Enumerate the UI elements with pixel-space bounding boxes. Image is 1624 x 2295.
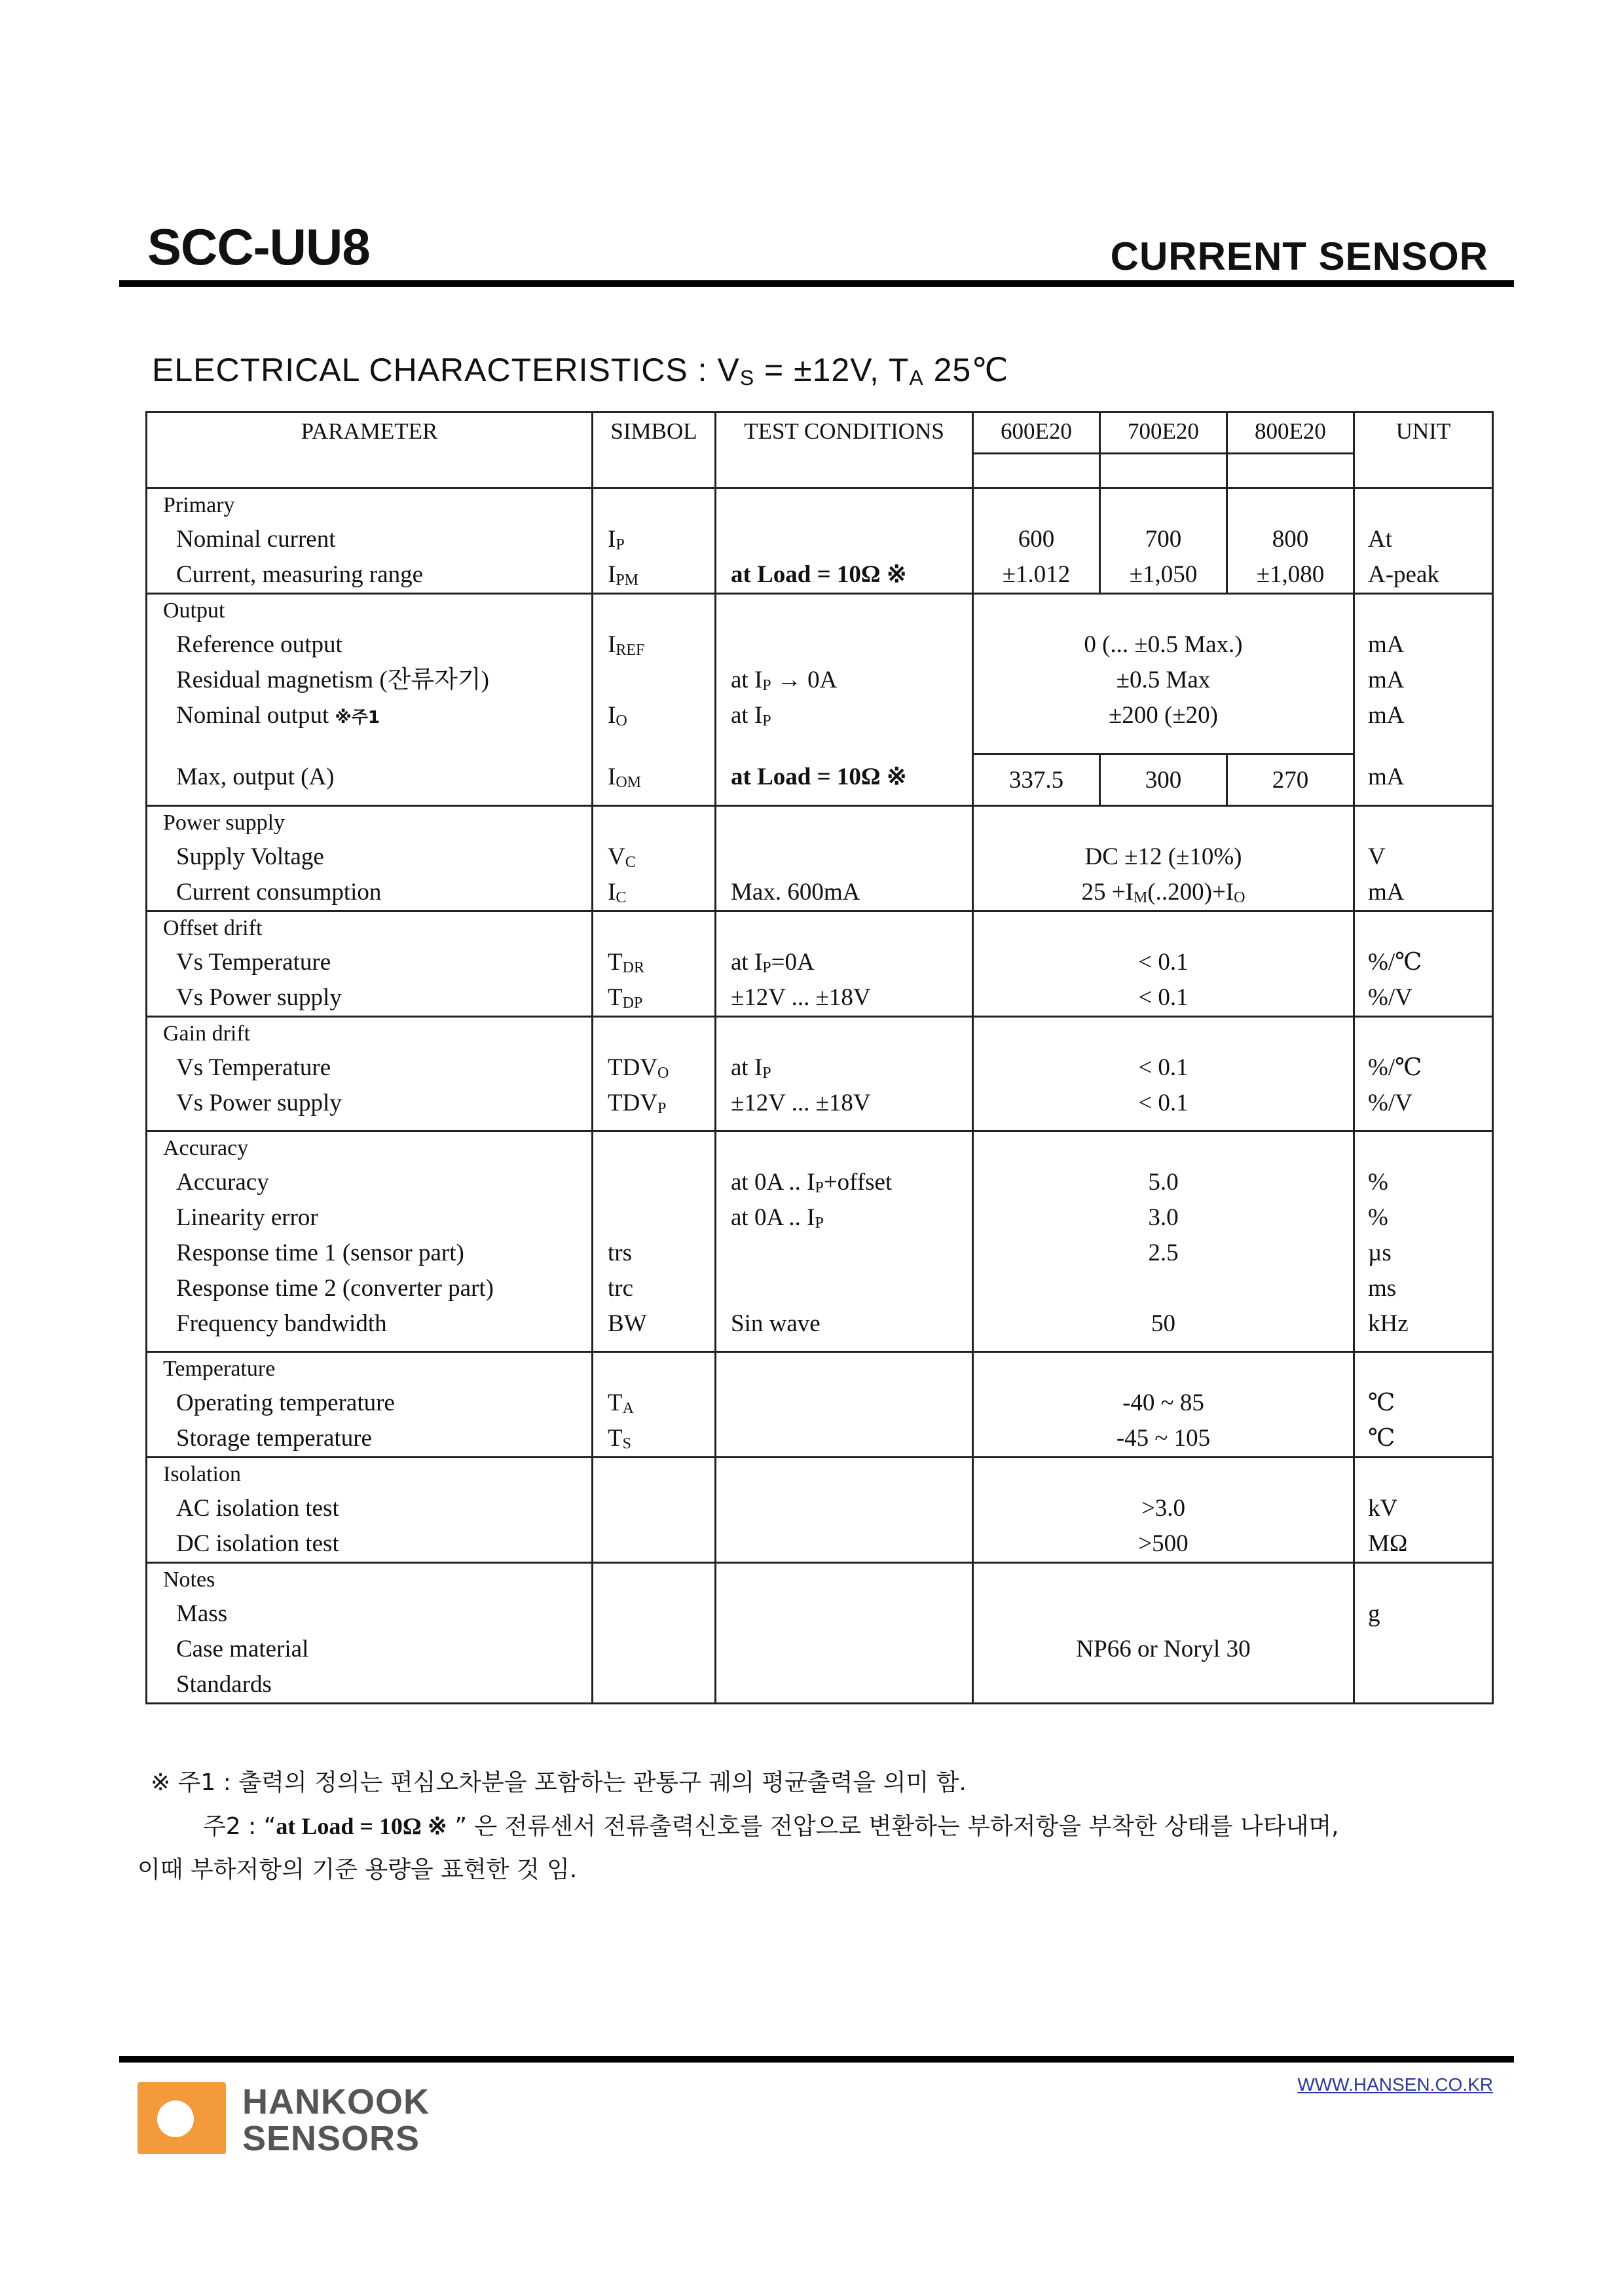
power-params [147, 806, 593, 911]
value-cell: 50 [1151, 1310, 1175, 1337]
value-cell: >3.0 [1141, 1495, 1186, 1522]
isolation-params [147, 1458, 593, 1563]
power-symbols [593, 806, 716, 911]
footnote-text: ” 은 전류센서 전류출력신호를 전압으로 변환하는 부하저항을 부착한 상태를 나타내며, [447, 1813, 1339, 1840]
unit-cell: V [1368, 843, 1386, 870]
value-cell: ±200 (±20) [1108, 702, 1218, 729]
output-params [147, 594, 593, 806]
unit-cell: % [1368, 1169, 1388, 1196]
condition-cell: at $I_P=0A$ [731, 949, 815, 976]
bottom-divider [119, 2056, 1514, 2063]
value-cell: 0 (... ±0.5 Max.) [1084, 631, 1243, 658]
model-title: SCC-UU8 [147, 218, 370, 276]
unit-cell: %/V [1368, 984, 1412, 1011]
condition-cell: at $I_P \to 0A$ [731, 667, 838, 694]
temperature-units [1354, 1352, 1493, 1458]
section-heading [152, 354, 1008, 388]
gain-symbols [593, 1017, 716, 1131]
symbol-cell: $T_{DP}$ [608, 984, 643, 1012]
accuracy-symbols [593, 1131, 716, 1352]
param-label: Vs Power supply [176, 984, 342, 1011]
value-cell: 5.0 [1148, 1169, 1179, 1196]
unit-cell: kV [1368, 1495, 1398, 1522]
group-label: Isolation [163, 1462, 241, 1486]
condition-cell: at Load = 10Ω ※ [731, 763, 907, 790]
param-label: Nominal current [176, 526, 336, 553]
unit-cell: µs [1368, 1239, 1392, 1266]
value-cell: $25 +I_M(..200)+I_O$ [1081, 879, 1246, 906]
value-cell: ±1,050 [1129, 561, 1198, 588]
header-parameter: PARAMETER [147, 413, 593, 488]
group-label: Primary [163, 493, 235, 517]
gain-values [973, 1017, 1354, 1131]
unit-cell: mA [1368, 702, 1405, 729]
offset-values [973, 911, 1354, 1017]
header-blank-2 [1100, 454, 1227, 488]
unit-cell: mA [1368, 879, 1405, 906]
offset-conditions [716, 911, 973, 1017]
output-values-merged [973, 594, 1354, 754]
power-values [973, 806, 1354, 911]
footnotes [138, 1761, 1506, 1892]
value-cell: ±0.5 Max [1116, 667, 1211, 693]
condition-cell: ±12V ... ±18V [731, 984, 871, 1011]
power-conditions [716, 806, 973, 911]
footnote-label: 주2 : “ [203, 1813, 276, 1840]
brand-line-1: HANKOOK [242, 2082, 430, 2121]
param-label: Vs Power supply [176, 1090, 342, 1116]
param-label: Current consumption [176, 879, 382, 906]
top-divider [119, 280, 1514, 287]
condition-cell: Max. 600mA [731, 879, 860, 906]
value-cell: 700 [1145, 526, 1182, 553]
symbol-cell: $I_P$ [608, 526, 625, 553]
output-units [1354, 594, 1493, 806]
param-label: Case material [176, 1636, 309, 1662]
primary-symbols [593, 488, 716, 594]
isolation-symbols [593, 1458, 716, 1563]
reference-mark-icon: ※ [151, 1769, 171, 1796]
symbol-cell: trc [608, 1275, 634, 1302]
param-label: Current, measuring range [176, 561, 424, 588]
notes-units [1354, 1563, 1493, 1704]
symbol-cell: BW [608, 1310, 647, 1337]
table-row [147, 1017, 1493, 1131]
category-title: CURRENT SENSOR [1110, 234, 1488, 278]
electrical-characteristics-table [145, 411, 1494, 1704]
unit-cell: ℃ [1368, 1389, 1395, 1416]
value-cell: 270 [1227, 754, 1354, 806]
value-cell: < 0.1 [1138, 949, 1189, 976]
param-label: Nominal output ※주1 [176, 702, 380, 729]
temperature-conditions [716, 1352, 973, 1458]
unit-cell: % [1368, 1204, 1388, 1231]
param-label: Response time 2 (converter part) [176, 1275, 494, 1302]
section-title: ELECTRICAL CHARACTERISTICS [152, 352, 688, 388]
symbol-cell: $T_S$ [608, 1425, 631, 1452]
primary-units [1354, 488, 1493, 594]
table-row [147, 1352, 1493, 1458]
notes-conditions [716, 1563, 973, 1704]
group-label: Notes [163, 1568, 215, 1592]
footnote-2 [151, 1805, 1506, 1848]
symbol-cell: $I_{PM}$ [608, 561, 639, 589]
offset-symbols [593, 911, 716, 1017]
unit-cell: %/℃ [1368, 1054, 1422, 1081]
condition-cell: ±12V ... ±18V [731, 1090, 871, 1116]
group-label: Power supply [163, 811, 286, 835]
isolation-units [1354, 1458, 1493, 1563]
section-sep: : [697, 352, 708, 388]
condition-cell: at $I_P$ [731, 702, 771, 729]
footnote-1 [151, 1761, 1506, 1805]
cond-v-val: = ±12V, T [754, 352, 910, 388]
unit-cell: g [1368, 1600, 1380, 1627]
unit-cell: MΩ [1368, 1530, 1408, 1557]
header-blank-1 [973, 454, 1100, 488]
accuracy-conditions [716, 1131, 973, 1352]
table-row [147, 1458, 1493, 1563]
footnote-label: 주1 : [177, 1769, 231, 1796]
condition-cell: at 0A .. $I_P+offset$ [731, 1169, 893, 1196]
symbol-cell: $T_A$ [608, 1389, 634, 1417]
gain-params [147, 1017, 593, 1131]
cond-t-val: 25℃ [923, 352, 1009, 388]
symbol-cell: trs [608, 1239, 632, 1266]
condition-cell: at Load = 10Ω ※ [731, 561, 907, 588]
value-cell: < 0.1 [1138, 1054, 1189, 1081]
brand-name [242, 2084, 430, 2157]
table-row [147, 594, 1493, 754]
param-label: Storage temperature [176, 1425, 372, 1452]
symbol-cell: $I_O$ [608, 702, 627, 729]
cond-t-sub: A [909, 366, 924, 390]
symbol-cell: $I_{REF}$ [608, 631, 645, 659]
cond-v: V [717, 352, 740, 388]
website-link[interactable]: WWW.HANSEN.CO.KR [1297, 2074, 1493, 2095]
offset-units [1354, 911, 1493, 1017]
symbol-cell: $I_C$ [608, 879, 627, 906]
symbol-cell: $TDV_O$ [608, 1054, 669, 1082]
value-cell: < 0.1 [1138, 1090, 1189, 1116]
temperature-symbols [593, 1352, 716, 1458]
param-label: DC isolation test [176, 1530, 339, 1557]
temperature-values [973, 1352, 1354, 1458]
logo-circle-icon [157, 2101, 194, 2137]
header-unit: UNIT [1354, 413, 1493, 488]
value-cell: < 0.1 [1138, 984, 1189, 1011]
accuracy-units [1354, 1131, 1493, 1352]
unit-cell: A-peak [1368, 561, 1439, 588]
param-label: Response time 1 (sensor part) [176, 1239, 464, 1266]
table-row [147, 1131, 1493, 1352]
header-model-700: 700E20 [1100, 413, 1227, 454]
value-cell: DC ±12 (±10%) [1084, 843, 1242, 870]
condition-cell: at $I_P$ [731, 1054, 771, 1082]
note-marker: ※주1 [335, 708, 380, 727]
group-label: Output [163, 598, 225, 623]
notes-values [973, 1563, 1354, 1704]
value-cell: 300 [1100, 754, 1227, 806]
param-label: Reference output [176, 631, 342, 658]
temperature-params [147, 1352, 593, 1458]
param-label: Frequency bandwidth [176, 1310, 387, 1337]
unit-cell: ℃ [1368, 1425, 1395, 1452]
gain-conditions [716, 1017, 973, 1131]
value-cell: 3.0 [1148, 1204, 1179, 1231]
symbol-cell: $V_C$ [608, 843, 636, 871]
unit-cell: mA [1368, 667, 1405, 693]
param-label: Residual magnetism (잔류자기) [176, 667, 489, 693]
output-conditions [716, 594, 973, 806]
header-blank-3 [1227, 454, 1354, 488]
primary-v2 [1100, 488, 1227, 594]
value-cell: >500 [1138, 1530, 1189, 1557]
primary-v3 [1227, 488, 1354, 594]
gain-units [1354, 1017, 1493, 1131]
notes-params [147, 1563, 593, 1704]
table-header-row [147, 413, 1493, 454]
table-row [147, 806, 1493, 911]
accuracy-values [973, 1131, 1354, 1352]
offset-params [147, 911, 593, 1017]
param-label: Vs Temperature [176, 1054, 331, 1081]
value-cell: ±1.012 [1002, 561, 1071, 588]
isolation-conditions [716, 1458, 973, 1563]
group-label: Accuracy [163, 1136, 249, 1160]
notes-symbols [593, 1563, 716, 1704]
param-label: Mass [176, 1600, 228, 1627]
table-row [147, 1563, 1493, 1704]
unit-cell: mA [1368, 631, 1405, 658]
footnote-text: 출력의 정의는 편심오차분을 포함하는 관통구 궤의 평균출력을 의미 함. [238, 1769, 967, 1796]
primary-v1 [973, 488, 1100, 594]
unit-cell: %/℃ [1368, 949, 1422, 976]
unit-cell: ms [1368, 1275, 1397, 1302]
value-cell: 337.5 [973, 754, 1100, 806]
param-label: Vs Temperature [176, 949, 331, 976]
value-cell: ±1,080 [1256, 561, 1325, 588]
value-cell: -45 ~ 105 [1116, 1425, 1211, 1452]
group-label: Offset drift [163, 916, 263, 940]
header-model-800: 800E20 [1227, 413, 1354, 454]
value-cell: 800 [1272, 526, 1309, 553]
value-cell: NP66 or Noryl 30 [1076, 1636, 1251, 1662]
condition-cell: at 0A .. $I_P$ [731, 1204, 824, 1232]
isolation-values [973, 1458, 1354, 1563]
param-label: AC isolation test [176, 1495, 339, 1522]
symbol-cell: $I_{OM}$ [608, 763, 641, 791]
accuracy-params [147, 1131, 593, 1352]
symbol-cell: $TDV_P$ [608, 1090, 667, 1117]
param-label: Supply Voltage [176, 843, 324, 870]
value-cell: 600 [1018, 526, 1055, 553]
header-simbol: SIMBOL [593, 413, 716, 488]
param-label: Standards [176, 1671, 272, 1698]
table-row [147, 911, 1493, 1017]
param-label: Max, output (A) [176, 763, 335, 790]
header-test-conditions: TEST CONDITIONS [716, 413, 973, 488]
group-label: Temperature [163, 1357, 276, 1381]
unit-cell: kHz [1368, 1310, 1409, 1337]
value-cell: -40 ~ 85 [1122, 1389, 1204, 1416]
value-cell: 2.5 [1148, 1239, 1179, 1266]
table-row [147, 488, 1493, 594]
primary-params [147, 488, 593, 594]
unit-cell: %/V [1368, 1090, 1412, 1116]
cond-v-sub: S [739, 366, 755, 390]
footnote-load: at Load = 10Ω ※ [276, 1813, 447, 1839]
param-label: Operating temperature [176, 1389, 395, 1416]
condition-cell: Sin wave [731, 1310, 821, 1337]
unit-cell: mA [1368, 763, 1405, 790]
unit-cell: At [1368, 526, 1392, 553]
param-label: Accuracy [176, 1169, 269, 1196]
primary-conditions [716, 488, 973, 594]
footnote-2-cont: 이때 부하저항의 기준 용량을 표현한 것 임. [138, 1856, 578, 1883]
header-model-600: 600E20 [973, 413, 1100, 454]
symbol-cell: $T_{DR}$ [608, 949, 644, 976]
output-symbols [593, 594, 716, 806]
power-units [1354, 806, 1493, 911]
brand-line-2: SENSORS [242, 2119, 420, 2158]
param-label: Linearity error [176, 1204, 318, 1231]
group-label: Gain drift [163, 1021, 251, 1046]
